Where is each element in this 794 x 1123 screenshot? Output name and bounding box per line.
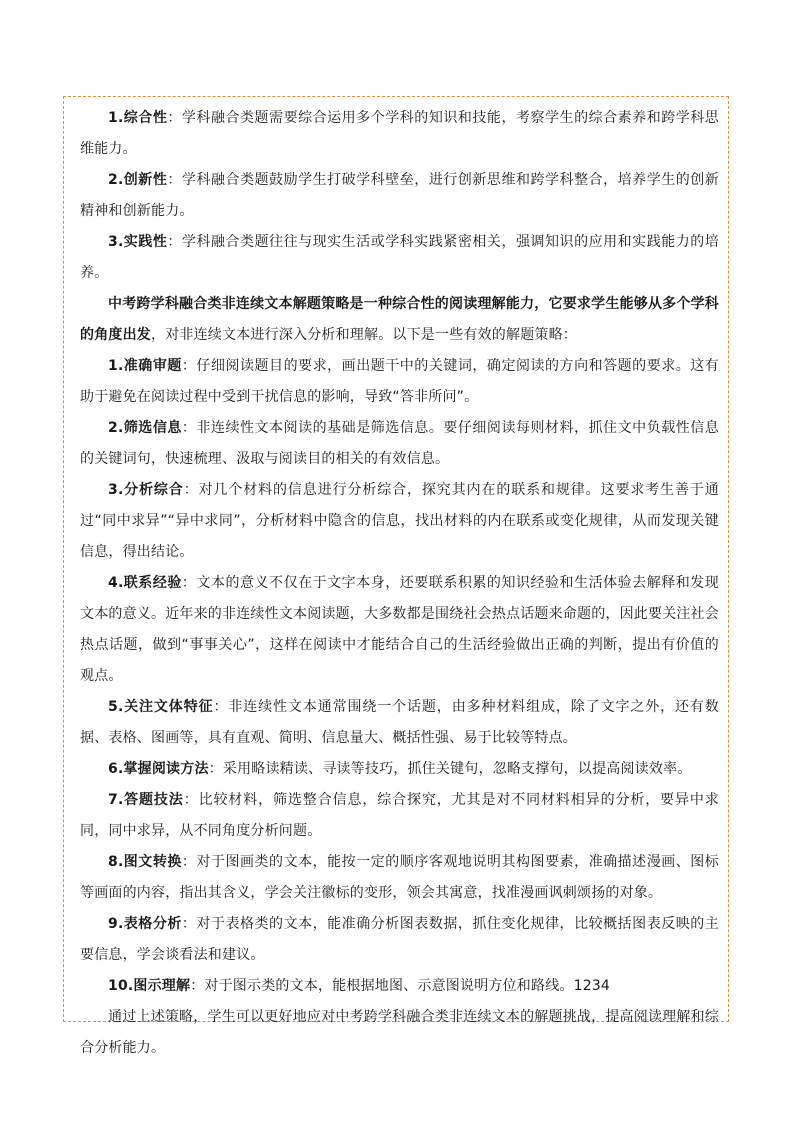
paragraph-lead: 10.图示理解 bbox=[108, 978, 191, 994]
paragraph-strategy-9 bbox=[80, 909, 719, 971]
paragraph-text: ：对于图画类的文本，能按一定的顺序客观地说明其构图要素，准确描述漫画、图标等画面的内容，指出其含义，学会关注徽标的变形，领会其寓意，找准漫画讽刺颂扬的对象。 bbox=[80, 854, 719, 901]
paragraph-strategy-10 bbox=[80, 971, 719, 1002]
paragraph-text: ：对于表格类的文本，能准确分析图表数据，抓住变化规律，比较概括图表反映的主要信息，学会谈看法和建议。 bbox=[80, 916, 719, 963]
paragraph-strategy-6 bbox=[80, 754, 719, 785]
paragraph-strategy-intro bbox=[80, 289, 719, 351]
paragraph-strategy-5 bbox=[80, 692, 719, 754]
paragraph-lead: 9.表格分析 bbox=[108, 916, 182, 932]
paragraph-strategy-3 bbox=[80, 475, 719, 568]
paragraph-lead: 7.答题技法 bbox=[108, 792, 184, 808]
paragraph-innovation bbox=[80, 165, 719, 227]
paragraph-text: ：文本的意义不仅在于文字本身，还要联系积累的知识经验和生活体验去解释和发现文本的意义。近年来的非连续性文本阅读题，大多数都是围绕社会热点话题来命题的，因此要关注社会热点话题，做到“事事关心”，这样在阅读中才能结合自己的生活经验做出正确的判断，提出有价值的观点。 bbox=[80, 575, 719, 684]
paragraph-lead: 2.筛选信息 bbox=[108, 420, 182, 436]
paragraph-strategy-1 bbox=[80, 351, 719, 413]
paragraph-text: ：采用略读精读、寻读等技巧，抓住关键句，忽略支撑句，以提高阅读效率。 bbox=[208, 761, 692, 777]
paragraph-lead: 2.创新性 bbox=[108, 172, 168, 188]
paragraph-lead: 8.图文转换 bbox=[108, 854, 182, 870]
paragraph-lead: 中考跨学科融合类非连续文本解题策略是一种综合性的阅读理解能力，它要求学生能够从多个学科的角度出发 bbox=[80, 296, 719, 343]
content-frame bbox=[63, 96, 729, 1056]
paragraph-text: ：对几个材料的信息进行分析综合，探究其内在的联系和规律。这要求考生善于通过“同中求异”“异中求同”，分析材料中隐含的信息，找出材料的内在联系或变化规律，从而发现关键信息，得出结论。 bbox=[80, 482, 719, 560]
paragraph-text: ，对非连续文本进行深入分析和理解。以下是一些有效的解题策略： bbox=[151, 327, 577, 343]
paragraph-text: ：非连续性文本通常围绕一个话题，由多种材料组成，除了文字之外，还有数据、表格、图画等，具有直观、简明、信息量大、概括性强、易于比较等特点。 bbox=[80, 699, 719, 746]
paragraph-text: ：学科融合类题鼓励学生打破学科壁垒，进行创新思维和跨学科整合，培养学生的创新精神和创新能力。 bbox=[80, 172, 720, 219]
paragraph-text: ：非连续性文本阅读的基础是筛选信息。要仔细阅读每则材料，抓住文中负载性信息的关键词句，快速梳理、汲取与阅读目的相关的有效信息。 bbox=[80, 420, 719, 467]
paragraph-lead: 1.综合性 bbox=[108, 110, 168, 126]
paragraph-text: ：学科融合类题往往与现实生活或学科实践紧密相关，强调知识的应用和实践能力的培养。 bbox=[80, 234, 720, 281]
paragraph-text: ：对于图示类的文本，能根据地图、示意图说明方位和路线。1234 bbox=[190, 978, 611, 994]
paragraph-text: ：比较材料，筛选整合信息，综合探究，尤其是对不同材料相异的分析，要异中求同，同中求异，从不同角度分析问题。 bbox=[80, 792, 719, 839]
paragraph-practicality bbox=[80, 227, 719, 289]
paragraph-strategy-7 bbox=[80, 785, 719, 847]
paragraph-lead: 5.关注文体特征 bbox=[108, 699, 214, 715]
paragraph-lead: 6.掌握阅读方法 bbox=[108, 761, 209, 777]
paragraph-lead: 4.联系经验 bbox=[108, 575, 182, 591]
paragraph-lead: 1.准确审题 bbox=[108, 358, 182, 374]
paragraph-text: ：学科融合类题需要综合运用多个学科的知识和技能，考察学生的综合素养和跨学科思维能力。 bbox=[80, 110, 720, 157]
paragraph-lead: 3.分析综合 bbox=[108, 482, 184, 498]
paragraph-strategy-2 bbox=[80, 413, 719, 475]
paragraph-strategy-4 bbox=[80, 568, 719, 692]
paragraph-comprehensiveness bbox=[80, 103, 719, 165]
paragraph-conclusion bbox=[80, 1002, 719, 1064]
paragraph-strategy-8 bbox=[80, 847, 719, 909]
paragraph-lead: 3.实践性 bbox=[108, 234, 168, 250]
paragraph-text: ：仔细阅读题目的要求，画出题干中的关键词，确定阅读的方向和答题的要求。这有助于避免在阅读过程中受到干扰信息的影响，导致“答非所问”。 bbox=[80, 358, 719, 405]
paragraph-text: 通过上述策略，学生可以更好地应对中考跨学科融合类非连续文本的解题挑战，提高阅读理解和综合分析能力。 bbox=[80, 1009, 719, 1056]
